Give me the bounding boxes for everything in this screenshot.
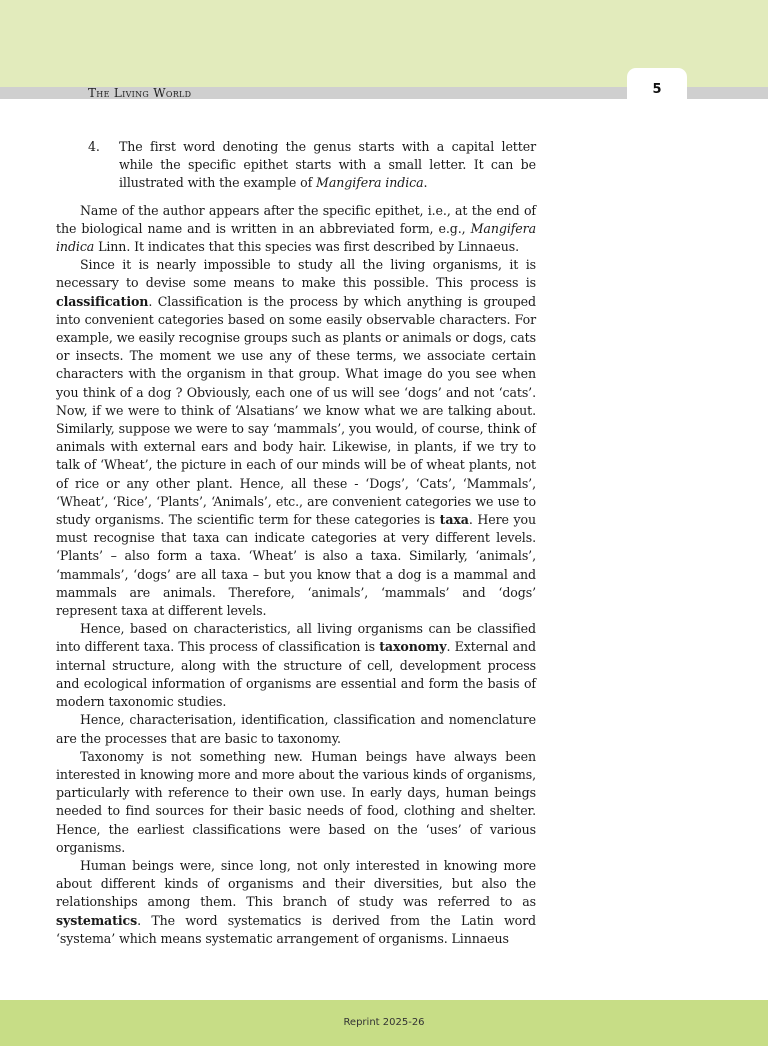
page-number: 5: [652, 82, 662, 97]
paragraph-author-name: [56, 202, 536, 257]
page-body: [56, 138, 536, 948]
paragraph-text: . Classification is the process by which anything is grouped into convenient categories based on some easily observable characters. For example, we easily recognise groups such as plants or animals or dogs, cats or insects. The moment we use any of these terms, we associate certain characters with the organism in that group. What image do you see when you think of a dog ? Obviously, each one of us will see ‘dogs’ and not ‘cats’. Now, if we were to think of ‘Alsatians’ we know what we are talking about. Similarly, suppose we were to say ‘mammals’, you would, of course, think of animals with external ears and body hair. Likewise, in plants, if we try to talk of ‘Wheat’, the picture in each of our minds will be of wheat plants, not of rice or any other plant. Hence, all these - ‘Dogs’, ‘Cats’, ‘Mammals’, ‘Wheat’, ‘Rice’, ‘Plants’, ‘Animals’, etc., are convenient categories we use to study organisms. The scientific term for these categories is: [56, 293, 536, 528]
running-head-title: The Living World: [88, 86, 192, 100]
term-classification: classification: [56, 293, 149, 309]
paragraph-text: Since it is nearly impossible to study all the living organisms, it is necessary to devise some means to make this possible. This process is: [56, 257, 536, 291]
list-item-text: The first word denoting the genus starts with a capital letter while the specific epithet starts with a small letter. It can be illustrated with the example of: [119, 139, 536, 191]
paragraph-processes: Hence, characterisation, identification, classification and nomenclature are the processes that are basic to taxonomy.: [56, 712, 536, 746]
list-item-number: 4.: [88, 139, 100, 154]
reprint-label: Reprint 2025-26: [343, 1017, 425, 1028]
paragraph-taxonomy: [56, 620, 536, 711]
list-item: [56, 138, 536, 193]
term-systematics: systematics: [56, 912, 138, 928]
paragraph-systematics: [56, 857, 536, 948]
term-taxa: taxa: [439, 512, 469, 528]
paragraph-history: Taxonomy is not something new. Human beings have always been interested in knowing more and more about the various kinds of organisms, particularly with reference to their own use. In early days, human beings needed to find sources for their basic needs of food, clothing and shelter. Hence, the earliest classifications were based on the ‘uses’ of various organisms.: [56, 748, 536, 855]
paragraph-text: . External and internal structure, along with the structure of cell, development process and ecological information of organisms are essential and form the basis of modern taxonomic studies.: [56, 639, 536, 710]
paragraph-text: Name of the author appears after the specific epithet, i.e., at the end of the biological name and is written in an abbreviated form, e.g.,: [56, 202, 536, 236]
list-item-italic: Mangifera indica: [316, 175, 424, 191]
paragraph-text: Human beings were, since long, not only interested in knowing more about different kinds of organisms and their diversities, but also the relationships among them. This branch of study was referred to as: [56, 857, 536, 910]
paragraph-text: . Here you must recognise that taxa can indicate categories at very different levels. ‘Plants’ – also form a taxa. ‘Wheat’ is also a taxa. Similarly, ‘animals’, ‘mammals’, ‘dogs’ are all taxa – but you know that a dog is a mammal and mammals are animals. Therefore, ‘animals’, ‘mammals’ and ‘dogs’ represent taxa at different levels.: [56, 512, 536, 619]
paragraph-text: Hence, based on characteristics, all living organisms can be classified into different taxa. This process of classification is: [56, 621, 536, 655]
paragraph-classification: [56, 256, 536, 620]
species-name-italic: Mangifera indica: [56, 220, 536, 255]
term-taxonomy: taxonomy: [379, 639, 447, 655]
paragraph-text: . The word systematics is derived from the Latin word ‘systema’ which means systematic arrangement of organisms. Linnaeus: [56, 912, 536, 946]
list-item-text-end: .: [423, 175, 428, 191]
paragraph-text: Linn. It indicates that this species was first described by Linnaeus.: [94, 239, 520, 255]
